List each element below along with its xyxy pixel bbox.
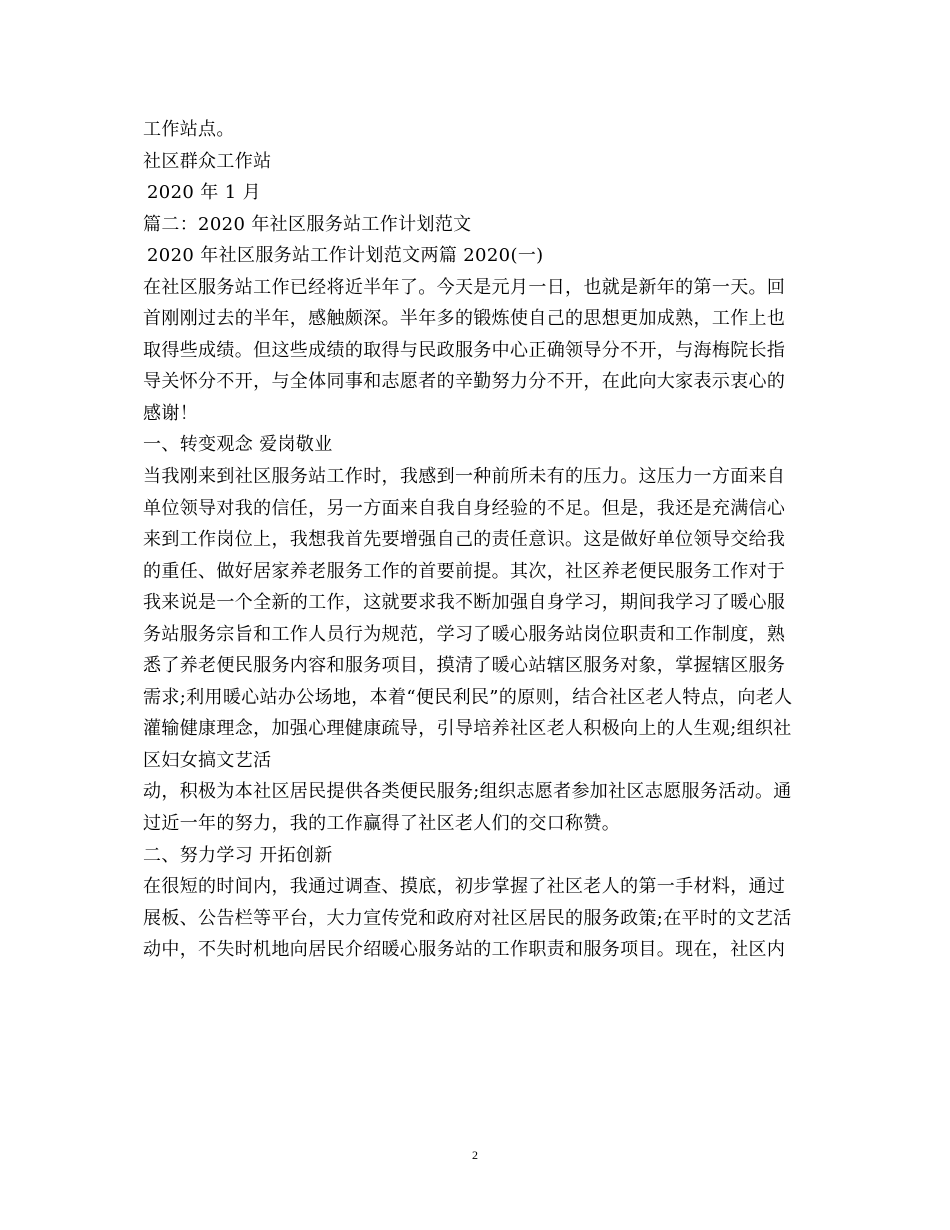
text-line: 需求;利用暖心站办公场地，本着“便民利民”的原则，结合社区老人特点，向老人 bbox=[143, 686, 793, 708]
text-line: 悉了养老便民服务内容和服务项目，摸清了暖心站辖区服务对象，掌握辖区服务 bbox=[143, 655, 786, 677]
text-line: 动中，不失时机地向居民介绍暖心服务站的工作职责和服务项目。现在，社区内 bbox=[143, 939, 786, 961]
text-line: 过近一年的努力，我的工作赢得了社区老人们的交口称赞。 bbox=[143, 813, 621, 835]
text-line: 我来说是一个全新的工作，这就要求我不断加强自身学习，期间我学习了暖心服 bbox=[143, 592, 786, 614]
text-line: 来到工作岗位上，我想我首先要增强自己的责任意识。这是做好单位领导交给我 bbox=[143, 529, 786, 551]
text-line: 感谢！ bbox=[143, 402, 199, 424]
text-line: 导关怀分不开，与全体同事和志愿者的辛勤努力分不开，在此向大家表示衷心的 bbox=[143, 371, 786, 393]
section-heading: 二、努力学习 开拓创新 bbox=[143, 844, 333, 866]
section-title: 篇二：2020 年社区服务站工作计划范文 bbox=[143, 213, 472, 235]
text-line: 在很短的时间内，我通过调查、摸底，初步掌握了社区老人的第一手材料，通过 bbox=[143, 876, 786, 898]
text-line: 的重任、做好居家养老服务工作的首要前提。其次，社区养老便民服务工作对于 bbox=[143, 560, 786, 582]
text-line: 展板、公告栏等平台，大力宣传党和政府对社区居民的服务政策;在平时的文艺活 bbox=[143, 907, 792, 929]
text-line: 社区群众工作站 bbox=[143, 150, 272, 172]
text-line: 务站服务宗旨和工作人员行为规范，学习了暖心服务站岗位职责和工作制度，熟 bbox=[143, 623, 786, 645]
text-line: 动，积极为本社区居民提供各类便民服务;组织志愿者参加社区志愿服务活动。通 bbox=[143, 781, 792, 803]
text-line: 单位领导对我的信任，另一方面来自我自身经验的不足。但是，我还是充满信心 bbox=[143, 497, 786, 519]
document-body bbox=[143, 114, 808, 966]
text-line: 工作站点。 bbox=[143, 119, 235, 140]
text-line: 取得些成绩。但这些成绩的取得与民政服务中心正确领导分不开，与海梅院长指 bbox=[143, 339, 786, 361]
text-line: 区妇女搞文艺活 bbox=[143, 749, 272, 771]
text-line: 首刚刚过去的半年，感触颇深。半年多的锻炼使自己的思想更加成熟，工作上也 bbox=[143, 308, 786, 330]
date-line: 2020 年 1 月 bbox=[147, 182, 261, 204]
section-heading: 一、转变观念 爱岗敬业 bbox=[143, 434, 333, 456]
text-line: 当我刚来到社区服务站工作时，我感到一种前所未有的压力。这压力一方面来自 bbox=[143, 466, 786, 488]
page-number: 2 bbox=[472, 1148, 478, 1162]
text-line: 灌输健康理念，加强心理健康疏导，引导培养社区老人积极向上的人生观;组织社 bbox=[143, 718, 792, 740]
document-title: 2020 年社区服务站工作计划范文两篇 2020(一) bbox=[147, 245, 544, 267]
text-line: 在社区服务站工作已经将近半年了。今天是元月一日，也就是新年的第一天。回 bbox=[143, 276, 786, 298]
